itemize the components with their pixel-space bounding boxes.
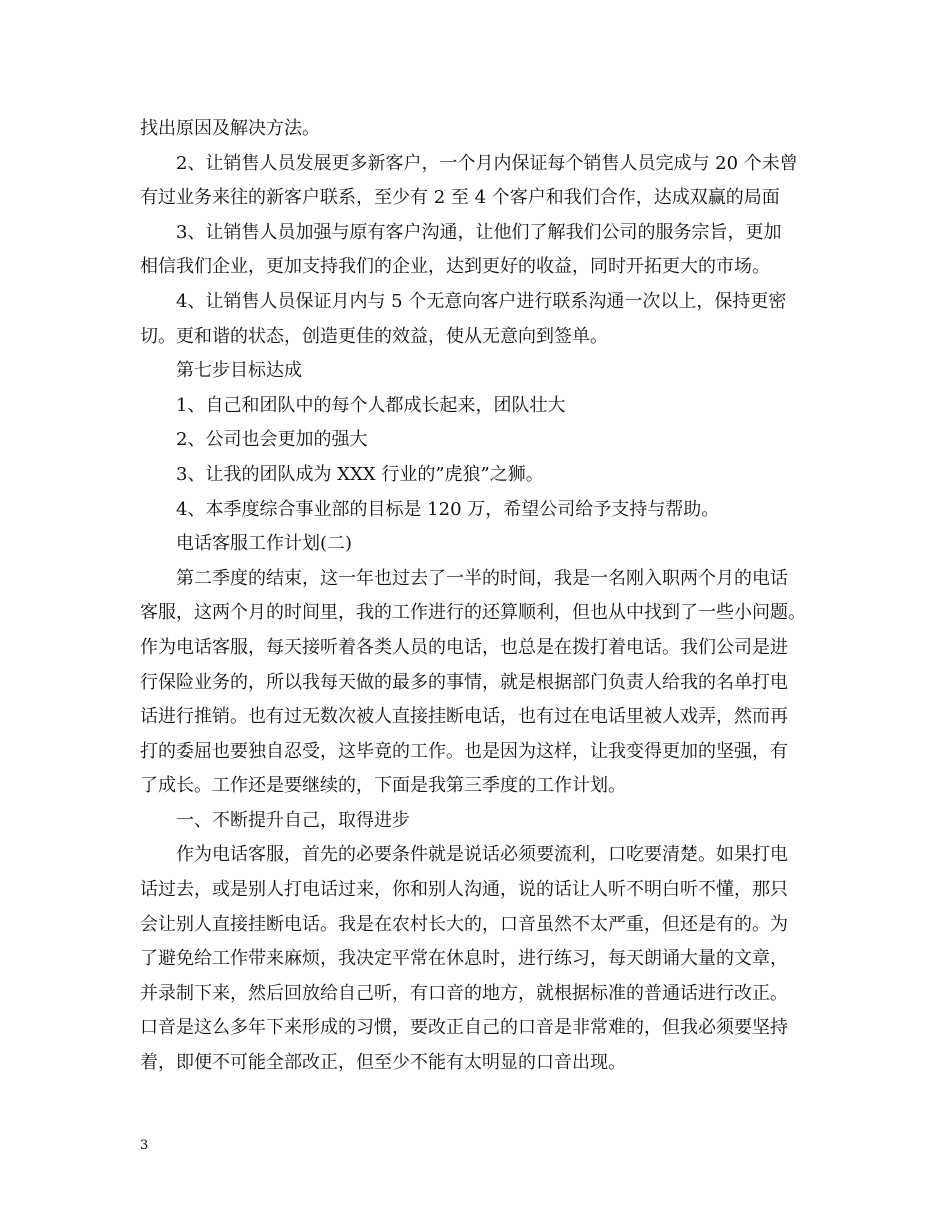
text-line: 1、自己和团队中的每个人都成长起来，团队壮大 [176,394,566,416]
text-line: 找出原因及解决方法。 [140,118,320,139]
text-line: 打的委屈也要独自忍受，这毕竟的工作。也是因为这样，让我变得更加的坚强，有 [140,740,788,762]
text-line: 话过去，或是别人打电话过来，你和别人沟通，说的话让人听不明白听不懂，那只 [140,879,788,901]
text-line: 会让别人直接挂断电话。我是在农村长大的，口音虽然不太严重，但还是有的。为 [140,913,788,935]
text-line: 并录制下来，然后回放给自己听，有口音的地方，就根据标准的普通话进行改正。 [140,982,788,1004]
body-text [140,112,820,1081]
text-line: 话进行推销。也有过无数次被人直接挂断电话，也有过在电话里被人戏弄，然而再 [140,706,788,728]
text-line: 作为电话客服，首先的必要条件就是说话必须要流利，口吃要清楚。如果打电 [176,844,788,866]
page-number: 3 [140,1138,149,1153]
text-line: 作为电话客服，每天接听着各类人员的电话，也总是在拨打着电话。我们公司是进 [140,636,788,658]
text-line: 客服，这两个月的时间里，我的工作进行的还算顺利，但也从中找到了一些小问题。 [140,602,806,624]
text-line: 第二季度的结束，这一年也过去了一半的时间，我是一名刚入职两个月的电话 [176,567,788,589]
text-line: 3、让我的团队成为 XXX 行业的”虎狼”之狮。 [176,463,544,485]
text-line: 有过业务来往的新客户联系，至少有 2 至 4 个客户和我们合作，达成双赢的局面 [140,187,780,209]
text-line: 相信我们企业，更加支持我们的企业，达到更好的收益，同时开拓更大的市场。 [140,256,770,278]
text-line: 了成长。工作还是要继续的，下面是我第三季度的工作计划。 [140,775,626,797]
text-line: 切。更和谐的状态，创造更佳的效益，使从无意向到签单。 [140,325,608,347]
text-line: 2、让销售人员发展更多新客户，一个月内保证每个销售人员完成与 20 个未曾 [176,152,798,174]
text-line: 电话客服工作计划(二) [176,533,353,555]
text-line: 了避免给工作带来麻烦，我决定平常在休息时，进行练习，每天朗诵大量的文章， [140,948,788,970]
text-line: 着，即便不可能全部改正，但至少不能有太明显的口音出现。 [140,1052,626,1074]
text-line: 3、让销售人员加强与原有客户沟通，让他们了解我们公司的服务宗旨，更加 [176,221,782,243]
text-line: 第七步目标达成 [176,360,302,382]
text-line: 行保险业务的，所以我每天做的最多的事情，就是根据部门负责人给我的名单打电 [140,671,788,693]
text-line: 口音是这么多年下来形成的习惯，要改正自己的口音是非常难的，但我必须要坚持 [140,1017,788,1039]
text-line: 2、公司也会更加的强大 [176,429,368,451]
text-line: 4、本季度综合事业部的目标是 120 万，希望公司给予支持与帮助。 [176,498,720,520]
text-line: 4、让销售人员保证月内与 5 个无意向客户进行联系沟通一次以上，保持更密 [176,290,787,312]
text-line: 一、不断提升自己，取得进步 [176,809,410,831]
